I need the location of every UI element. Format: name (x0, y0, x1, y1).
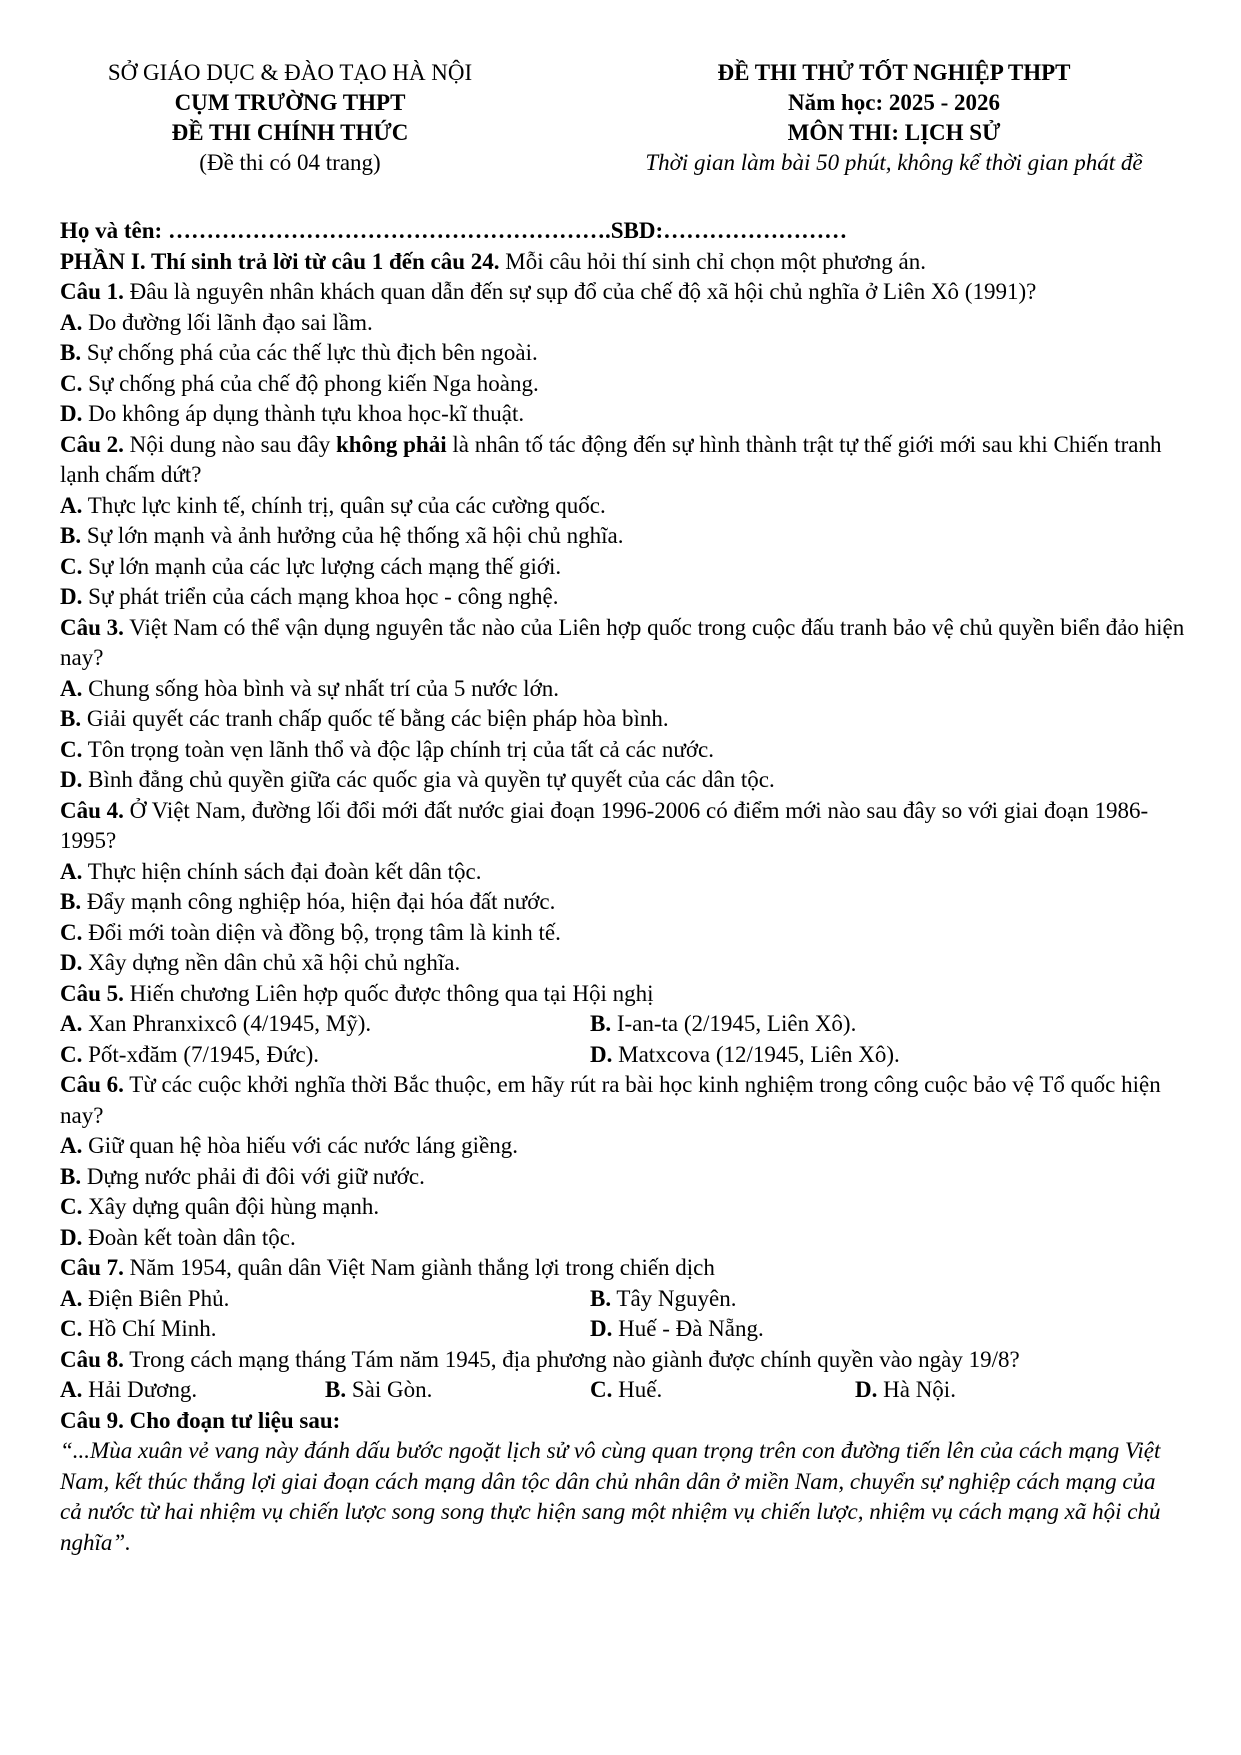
name-field: …………………………………………………. (167, 218, 611, 243)
option-d: D. Matxcova (12/1945, Liên Xô). (590, 1041, 900, 1067)
option-row (60, 1314, 1190, 1345)
option-d: D. Bình đẳng chủ quyền giữa các quốc gia và quyền tự quyết của các dân tộc. (60, 767, 775, 792)
sbd-field: …………………… (663, 218, 848, 243)
question-label: Câu 8. (60, 1346, 124, 1372)
question-label: Câu 2. (60, 431, 124, 457)
option-a: A. Giữ quan hệ hòa hiếu với các nước láng giềng. (60, 1133, 519, 1158)
header-left (60, 58, 520, 178)
option-d: D. Hà Nội. (855, 1377, 956, 1402)
option-b: B. Sài Gòn. (325, 1377, 433, 1402)
option-d: D. Huế - Đà Nẵng. (590, 1316, 764, 1341)
question-label: Câu 7. (60, 1255, 124, 1280)
department-name: SỞ GIÁO DỤC & ĐÀO TẠO HÀ NỘI (107, 60, 473, 85)
option-a: A. Thực hiện chính sách đại đoàn kết dân tộc. (60, 858, 482, 884)
option-c: C. Đổi mới toàn diện và đồng bộ, trọng tâm là kinh tế. (60, 919, 561, 945)
question-3 (60, 613, 1190, 796)
question-stem (60, 1253, 1190, 1284)
part-1-title: PHẦN I. Thí sinh trả lời từ câu 1 đến câu 24. (60, 248, 500, 274)
option-a: A. Chung sống hòa bình và sự nhất trí của 5 nước lớn. (60, 675, 559, 701)
option-a: A. Thực lực kinh tế, chính trị, quân sự của các cường quốc. (60, 492, 606, 518)
part-1-instruction: Mỗi câu hỏi thí sinh chỉ chọn một phương án. (499, 248, 926, 274)
option-c: C. Sự lớn mạnh của các lực lượng cách mạng thế giới. (60, 553, 562, 579)
option-row (60, 1375, 1190, 1406)
source-quote: “...Mùa xuân vẻ vang này đánh dấu bước ngoặt lịch sử vô cùng quan trọng trên con đường tiến lên của cách mạng Việt Nam, kết thúc thắng lợi giai đoạn cách mạng dân tộc dân chủ nhân dân ở miền Nam, chuyển sự nghiệp cách mạng của cả nước từ hai nhiệm vụ chiến lược song song thực hiện sang một nhiệm vụ chiến lược, nhiệm vụ cách mạng xã hội chủ nghĩa”. (60, 1438, 1161, 1555)
question-4 (60, 796, 1190, 979)
option-b: B. Đẩy mạnh công nghiệp hóa, hiện đại hóa đất nước. (60, 889, 556, 914)
header-right (568, 58, 1220, 178)
question-stem (60, 277, 1190, 308)
official-exam-label: ĐỀ THI CHÍNH THỨC (171, 120, 409, 145)
question-text: Năm 1954, quân dân Việt Nam giành thắng lợi trong chiến dịch (123, 1255, 715, 1280)
name-label: Họ và tên: (60, 218, 163, 243)
option-d: D. Đoàn kết toàn dân tộc. (60, 1224, 296, 1250)
option-row (60, 1009, 1190, 1040)
question-stem (60, 796, 1190, 857)
question-label: Câu 6. (60, 1072, 124, 1097)
question-stem (60, 1070, 1190, 1131)
option-b: B. Sự chống phá của các thế lực thù địch bên ngoài. (60, 340, 538, 365)
page-count-note: (Đề thi có 04 trang) (199, 150, 381, 175)
option-a: A. Điện Biên Phủ. (60, 1285, 230, 1311)
question-text: Từ các cuộc khởi nghĩa thời Bắc thuộc, em hãy rút ra bài học kinh nghiệm trong công cuộc bảo vệ Tổ quốc hiện nay? (60, 1072, 1161, 1128)
option-c: C. Sự chống phá của chế độ phong kiến Nga hoàng. (60, 370, 539, 396)
question-8 (60, 1345, 1190, 1406)
question-6 (60, 1070, 1190, 1253)
question-text: Đâu là nguyên nhân khách quan dẫn đến sự sụp đổ của chế độ xã hội chủ nghĩa ở Liên Xô (1991)? (123, 279, 1037, 304)
question-1 (60, 277, 1190, 430)
option-d: D. Do không áp dụng thành tựu khoa học-kĩ thuật. (60, 401, 525, 426)
question-text: Việt Nam có thể vận dụng nguyên tắc nào của Liên hợp quốc trong cuộc đấu tranh bảo vệ chủ quyền biển đảo hiện nay? (60, 614, 1185, 670)
option-d: D. Xây dựng nền dân chủ xã hội chủ nghĩa. (60, 950, 461, 975)
exam-title: ĐỀ THI THỬ TỐT NGHIỆP THPT (717, 60, 1071, 85)
question-label: Câu 5. (60, 980, 124, 1006)
option-a: A. Do đường lối lãnh đạo sai lầm. (60, 309, 373, 335)
question-label: Câu 3. (60, 614, 124, 640)
question-stem (60, 979, 1190, 1010)
option-b: B. Sự lớn mạnh và ảnh hưởng của hệ thống xã hội chủ nghĩa. (60, 523, 624, 548)
option-b: B. Giải quyết các tranh chấp quốc tế bằng các biện pháp hòa bình. (60, 706, 669, 731)
option-b: B. Dựng nước phải đi đôi với giữ nước. (60, 1163, 425, 1189)
option-d: D. Sự phát triển của cách mạng khoa học - công nghệ. (60, 584, 559, 609)
question-text: Hiến chương Liên hợp quốc được thông qua tại Hội nghị (123, 980, 654, 1006)
sbd-label: SBD: (610, 218, 664, 243)
candidate-info (60, 216, 1190, 247)
school-cluster: CỤM TRƯỜNG THPT (174, 90, 406, 115)
question-label: Câu 4. (60, 797, 124, 823)
question-text: Trong cách mạng tháng Tám năm 1945, địa phương nào giành được chính quyền vào ngày 19/8? (123, 1346, 1020, 1372)
part-1-heading (60, 247, 1190, 278)
question-stem (60, 613, 1190, 674)
school-year: Năm học: 2025 - 2026 (787, 90, 1001, 115)
option-b: B. I-an-ta (2/1945, Liên Xô). (590, 1011, 857, 1036)
option-a: A. Hải Dương. (60, 1377, 198, 1402)
option-b: B. Tây Nguyên. (590, 1285, 737, 1311)
option-c: C. Xây dựng quân đội hùng mạnh. (60, 1194, 380, 1219)
exam-content (60, 216, 1190, 1558)
question-5 (60, 979, 1190, 1071)
option-c: C. Tôn trọng toàn vẹn lãnh thổ và độc lập chính trị của tất cả các nước. (60, 736, 714, 762)
question-2 (60, 430, 1190, 613)
option-c: C. Huế. (590, 1377, 663, 1402)
option-row (60, 1284, 1190, 1315)
emphasis-not: không phải (335, 431, 447, 457)
question-7 (60, 1253, 1190, 1345)
option-row (60, 1040, 1190, 1071)
question-label: Câu 9. Cho đoạn tư liệu sau: (60, 1407, 341, 1433)
option-a: A. Xan Phranxixcô (4/1945, Mỹ). (60, 1011, 372, 1036)
option-c: C. Hồ Chí Minh. (60, 1316, 217, 1341)
time-limit: Thời gian làm bài 50 phút, không kể thời gian phát đề (645, 150, 1143, 175)
question-text: Ở Việt Nam, đường lối đổi mới đất nước giai đoạn 1996-2006 có điểm mới nào sau đây so với giai đoạn 1986-1995? (60, 797, 1149, 853)
option-c: C. Pốt-xđăm (7/1945, Đức). (60, 1041, 320, 1067)
question-label: Câu 1. (60, 279, 124, 304)
question-stem (60, 1345, 1190, 1376)
question-stem: Câu 2. Nội dung nào sau đây không phải là nhân tố tác động đến sự hình thành trật tự thế giới mới sau khi Chiến tranh lạnh chấm dứt? (60, 431, 1162, 487)
subject: MÔN THI: LỊCH SỬ (787, 120, 1001, 145)
question-9 (60, 1406, 1190, 1559)
